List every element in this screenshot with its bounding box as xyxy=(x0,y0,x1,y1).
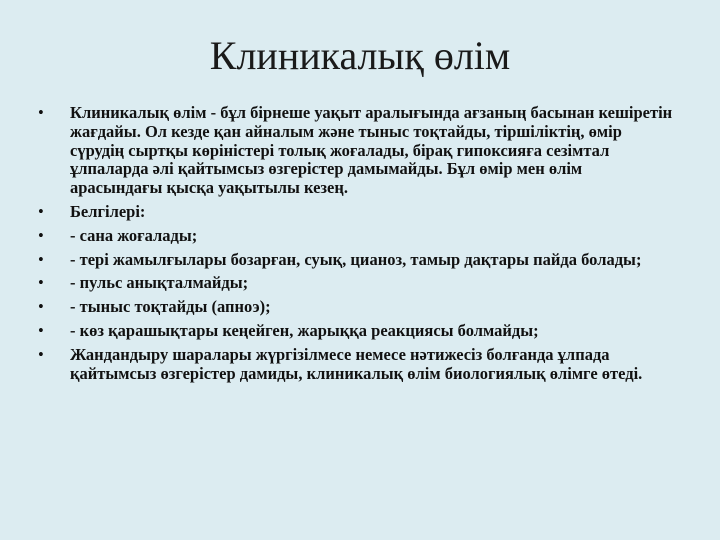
bullet-dot-icon: • xyxy=(38,273,44,293)
bullet-text: - сана жоғалады; xyxy=(70,225,198,245)
bullet-list xyxy=(38,104,678,388)
bullet-text: - тері жамылғылары бозарған, суық, цианоз, тамыр дақтары пайда болады; xyxy=(70,249,642,269)
bullet-dot-icon: • xyxy=(38,103,44,122)
bullet-dot-icon: • xyxy=(38,249,44,269)
bullet-item xyxy=(38,346,678,384)
bullet-dot-icon: • xyxy=(38,320,44,340)
bullet-text: Жандандыру шаралары жүргізілмесе немесе нәтижесіз болғанда ұлпада қайтымсыз өзгерістер дамиды, клиникалық өлім биологиялық өлімге өтеді. xyxy=(70,344,643,383)
bullet-text: - пульс анықталмайды; xyxy=(70,273,249,293)
bullet-item xyxy=(38,274,678,293)
bullet-dot-icon: • xyxy=(38,201,44,221)
bullet-dot-icon: • xyxy=(38,297,44,317)
bullet-item xyxy=(38,104,678,198)
bullet-dot-icon: • xyxy=(38,344,44,364)
bullet-item xyxy=(38,298,678,317)
bullet-item xyxy=(38,322,678,341)
slide-title: Клиникалық өлім xyxy=(209,33,511,78)
bullet-text: Клиникалық өлім - бұл бірнеше уақыт аралығында ағзаның басынан кешіретін жағдайы. Ол кезде қан айналым және тыныс тоқтайды, тіршіліктің, өмір сүрудің сыртқы көріністері толық жоғалады, бірақ гипоксияға сезімтал ұлпаларда әлі қайтымсыз өзгерістер дамымайды. Бұл өмір мен өлім арасындағы қысқа уақытылы кезең. xyxy=(70,103,673,198)
bullet-text: - көз қарашықтары кеңейген, жарыққа реакциясы болмайды; xyxy=(70,320,539,340)
bullet-dot-icon: • xyxy=(38,225,44,245)
bullet-item xyxy=(38,227,678,246)
bullet-item xyxy=(38,203,678,222)
bullet-text: - тыныс тоқтайды (апноэ); xyxy=(70,297,271,317)
bullet-text: Белгілері: xyxy=(70,201,146,221)
bullet-item xyxy=(38,251,678,270)
